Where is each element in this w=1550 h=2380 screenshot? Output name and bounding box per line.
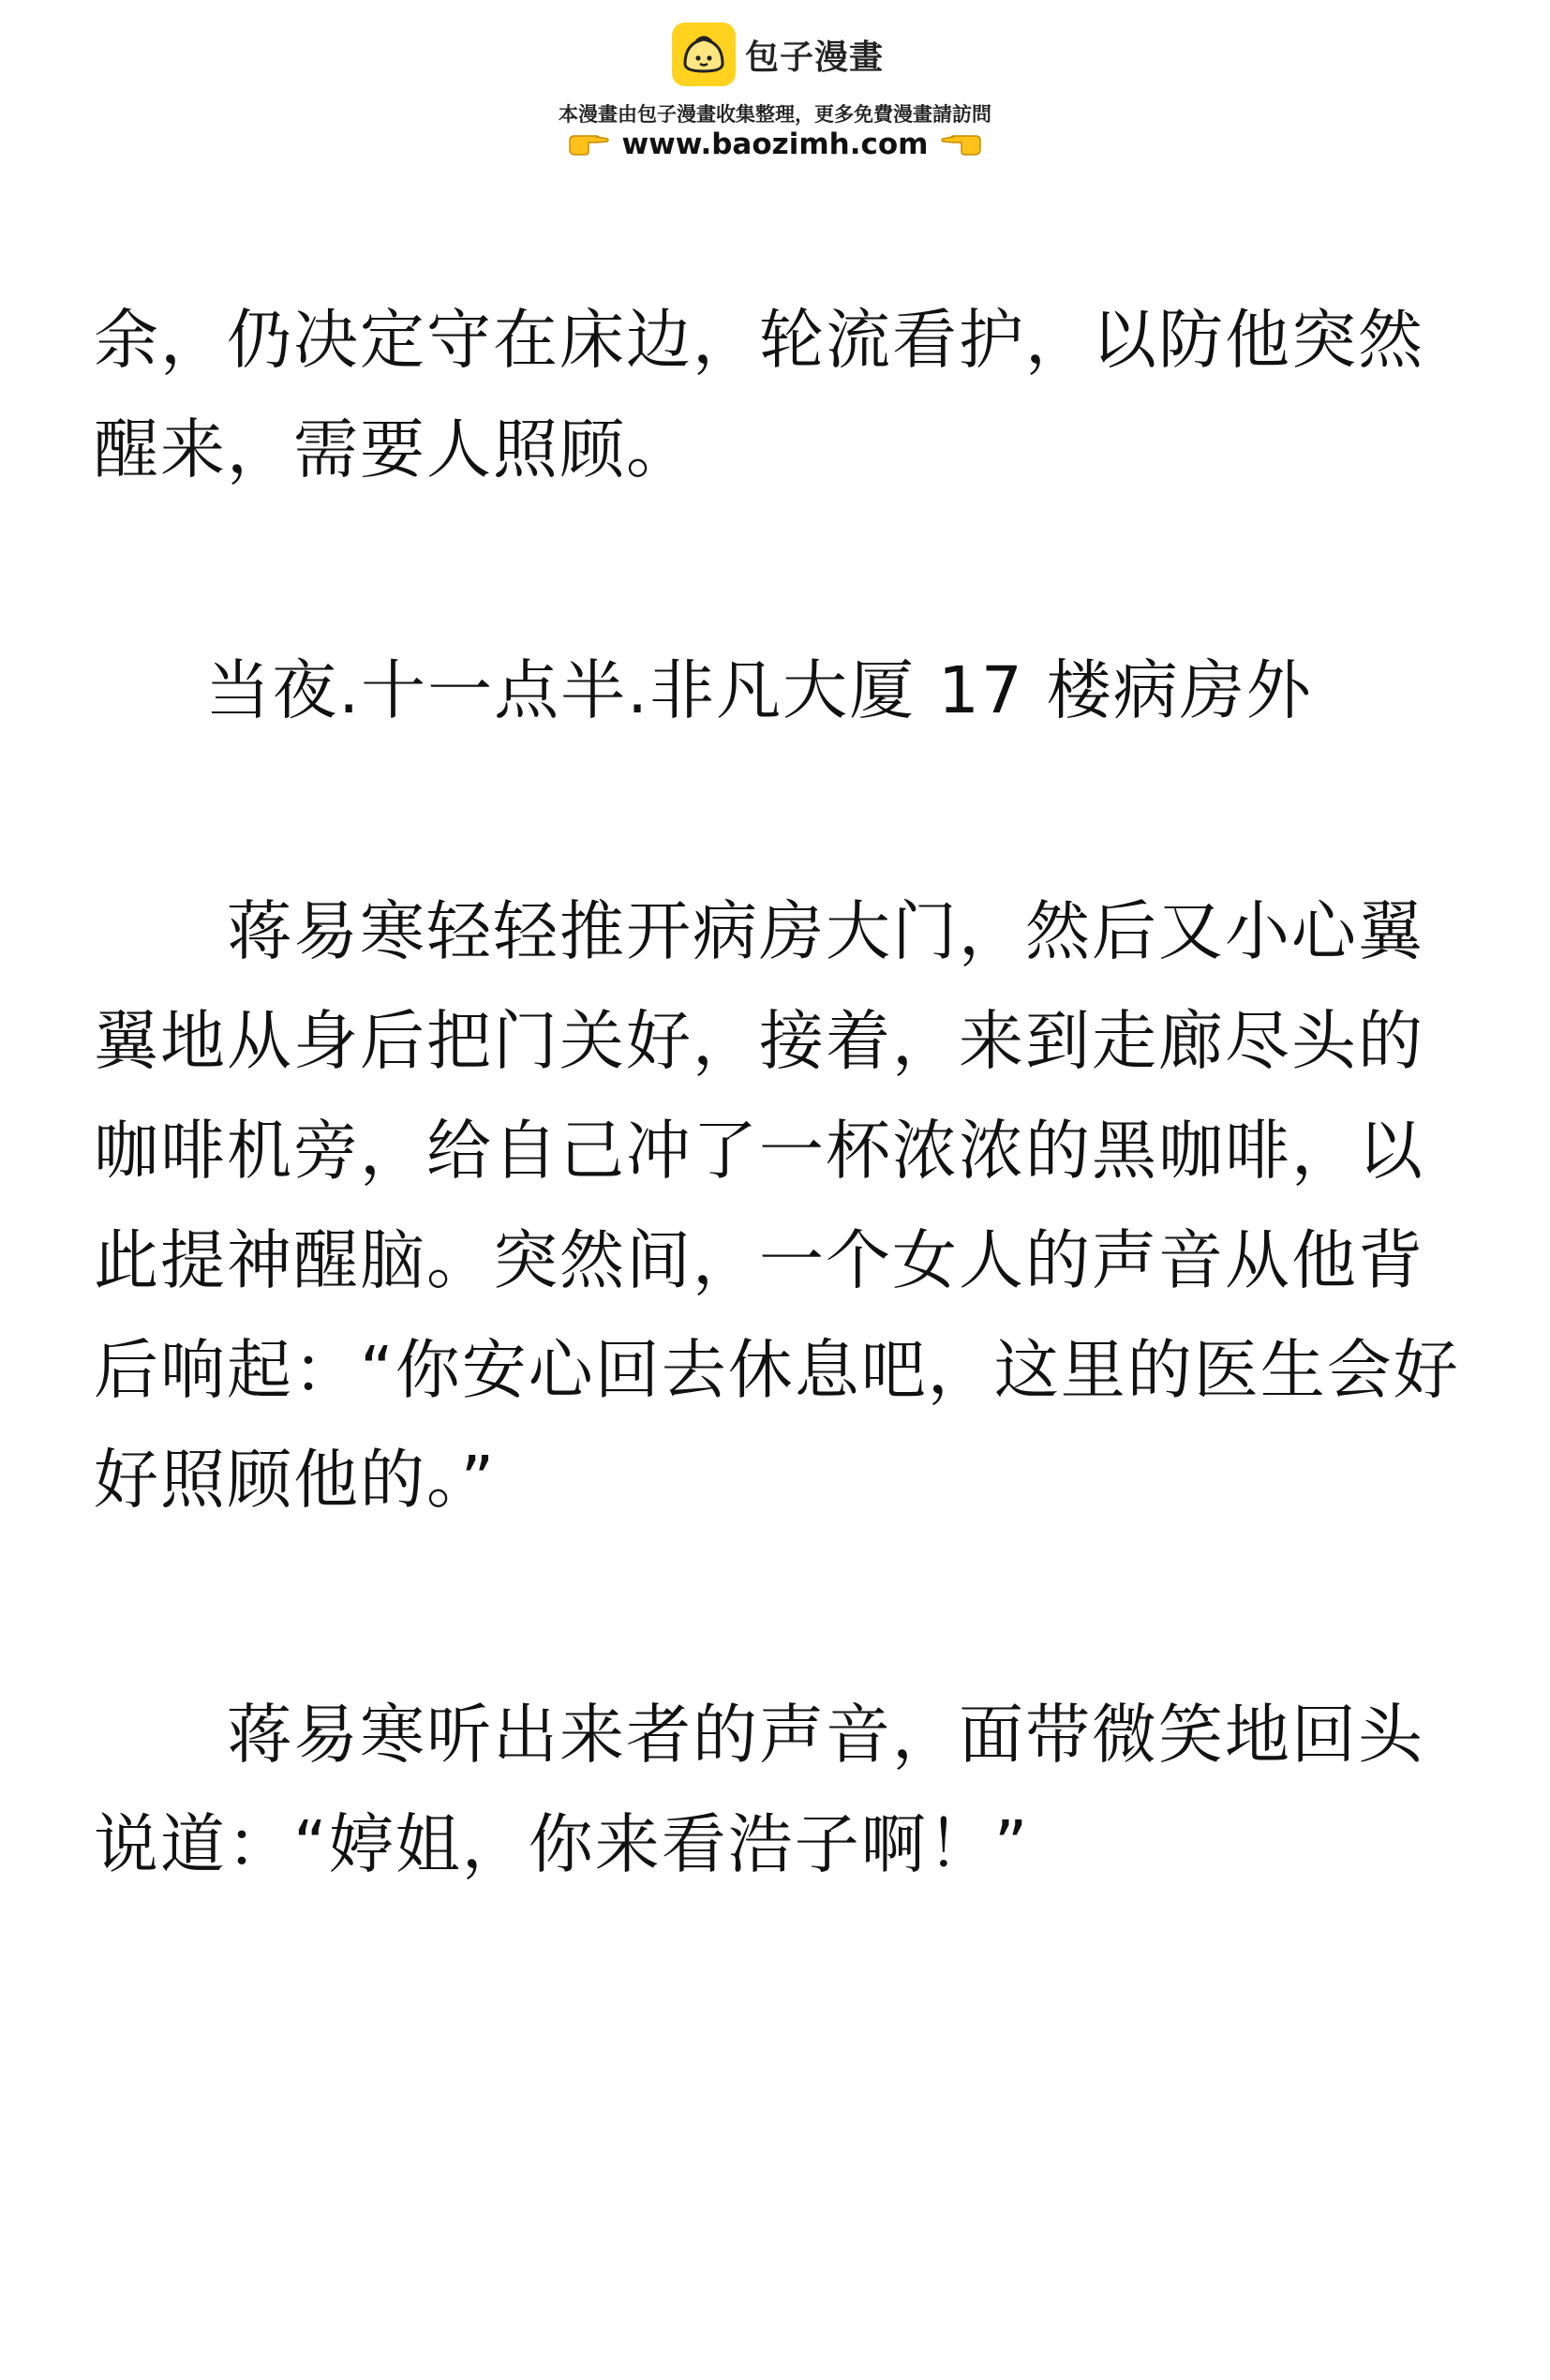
paragraph-continued: 余，仍决定守在床边，轮流看护，以防他突然醒来，需要人照顾。 (94, 303, 1424, 487)
site-url-link[interactable]: www.baozimh.com (621, 127, 929, 161)
watermark-notice: 本漫畫由包子漫畫收集整理，更多免費漫畫請訪問 (559, 103, 991, 126)
spacer (94, 746, 1462, 877)
watermark-header (0, 0, 1550, 178)
logo-text: 包子漫畫 (745, 37, 885, 77)
spacer (94, 505, 1462, 636)
story-body (94, 286, 1462, 1900)
pointing-left-hand-icon (941, 131, 982, 157)
bun-logo-icon (672, 22, 736, 86)
url-row (0, 127, 1550, 161)
pointing-right-hand-icon (568, 131, 609, 157)
site-logo[interactable] (672, 22, 884, 86)
spacer (94, 1535, 1462, 1681)
scene-heading: 当夜.十一点半.非凡大厦 17 楼病房外 (205, 653, 1313, 728)
paragraph-greeting: 蒋易寒听出来者的声音，面带微笑地回头说道：“婷姐，你来看浩子啊！” (94, 1698, 1424, 1882)
paragraph-coffee: 蒋易寒轻轻推开病房大门，然后又小心翼翼地从身后把门关好，接着，来到走廊尽头的咖啡机旁，给自己冲了一杯浓浓的黑咖啡，以此提神醒脑。突然间，一个女人的声音从他背后响起：“你安心回去休息吧，这里的医生会好好照顾他的。” (94, 894, 1460, 1518)
